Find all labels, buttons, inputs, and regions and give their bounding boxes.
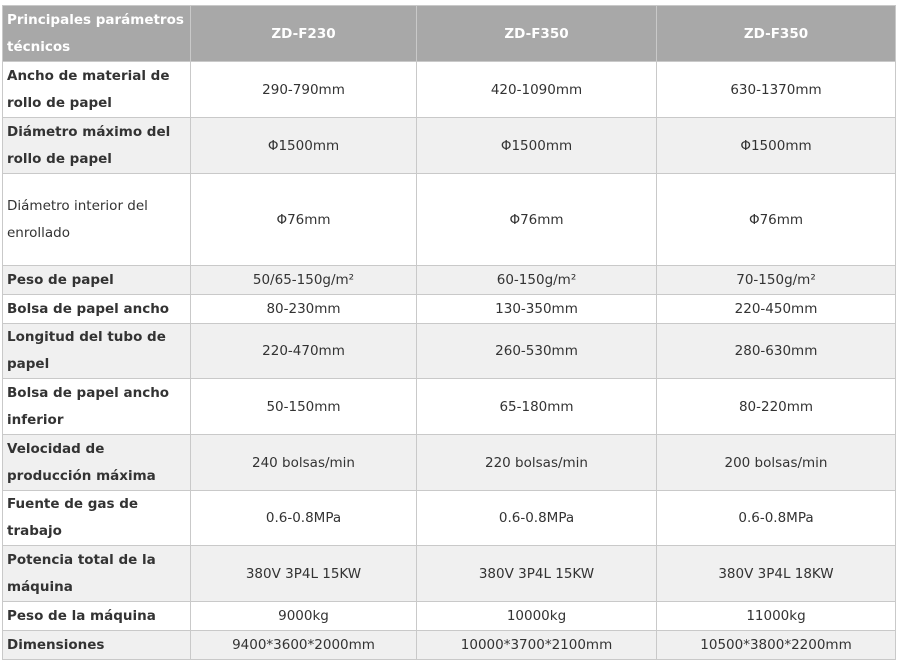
row-label: Dimensiones [3,631,191,660]
cell-value: Φ76mm [191,174,417,266]
table-row [3,118,896,174]
table-row [3,491,896,546]
header-model-2: ZD-F350 [417,6,657,62]
table-row [3,295,896,324]
cell-value: 80-230mm [191,295,417,324]
cell-value: 60-150g/m² [417,266,657,295]
table-row [3,174,896,266]
row-label: Ancho de material de rollo de papel [3,62,191,118]
cell-value: 0.6-0.8MPa [657,491,896,546]
cell-value: Φ1500mm [417,118,657,174]
cell-value: 380V 3P4L 15KW [191,546,417,602]
cell-value: 10000*3700*2100mm [417,631,657,660]
row-label: Peso de papel [3,266,191,295]
cell-value: 0.6-0.8MPa [417,491,657,546]
cell-value: Φ1500mm [191,118,417,174]
table-row [3,62,896,118]
row-label: Bolsa de papel ancho inferior [3,379,191,435]
cell-value: 10000kg [417,602,657,631]
cell-value: 260-530mm [417,324,657,379]
cell-value: 0.6-0.8MPa [191,491,417,546]
cell-value: 80-220mm [657,379,896,435]
cell-value: 220 bolsas/min [417,435,657,491]
row-label: Diámetro interior del enrollado [3,174,191,266]
cell-value: 420-1090mm [417,62,657,118]
cell-value: 280-630mm [657,324,896,379]
header-model-1: ZD-F230 [191,6,417,62]
cell-value: 10500*3800*2200mm [657,631,896,660]
table-row [3,631,896,660]
row-label: Bolsa de papel ancho [3,295,191,324]
cell-value: 9000kg [191,602,417,631]
row-label: Fuente de gas de trabajo [3,491,191,546]
cell-value: 65-180mm [417,379,657,435]
cell-value: 630-1370mm [657,62,896,118]
cell-value: 220-450mm [657,295,896,324]
table-row [3,546,896,602]
row-label: Longitud del tubo de papel [3,324,191,379]
cell-value: 380V 3P4L 15KW [417,546,657,602]
technical-specs-table [2,5,896,660]
cell-value: Φ76mm [417,174,657,266]
row-label: Potencia total de la máquina [3,546,191,602]
cell-value: 240 bolsas/min [191,435,417,491]
cell-value: 220-470mm [191,324,417,379]
row-label: Peso de la máquina [3,602,191,631]
table-row [3,266,896,295]
row-label: Diámetro máximo del rollo de papel [3,118,191,174]
table-row [3,324,896,379]
table-row [3,435,896,491]
table-row [3,602,896,631]
header-parameters: Principales parámetros técnicos [3,6,191,62]
table-row [3,379,896,435]
table-header-row [3,6,896,62]
cell-value: Φ1500mm [657,118,896,174]
cell-value: 380V 3P4L 18KW [657,546,896,602]
cell-value: 70-150g/m² [657,266,896,295]
header-model-3: ZD-F350 [657,6,896,62]
cell-value: Φ76mm [657,174,896,266]
cell-value: 9400*3600*2000mm [191,631,417,660]
cell-value: 50/65-150g/m² [191,266,417,295]
cell-value: 130-350mm [417,295,657,324]
row-label: Velocidad de producción máxima [3,435,191,491]
cell-value: 50-150mm [191,379,417,435]
cell-value: 290-790mm [191,62,417,118]
cell-value: 200 bolsas/min [657,435,896,491]
cell-value: 11000kg [657,602,896,631]
